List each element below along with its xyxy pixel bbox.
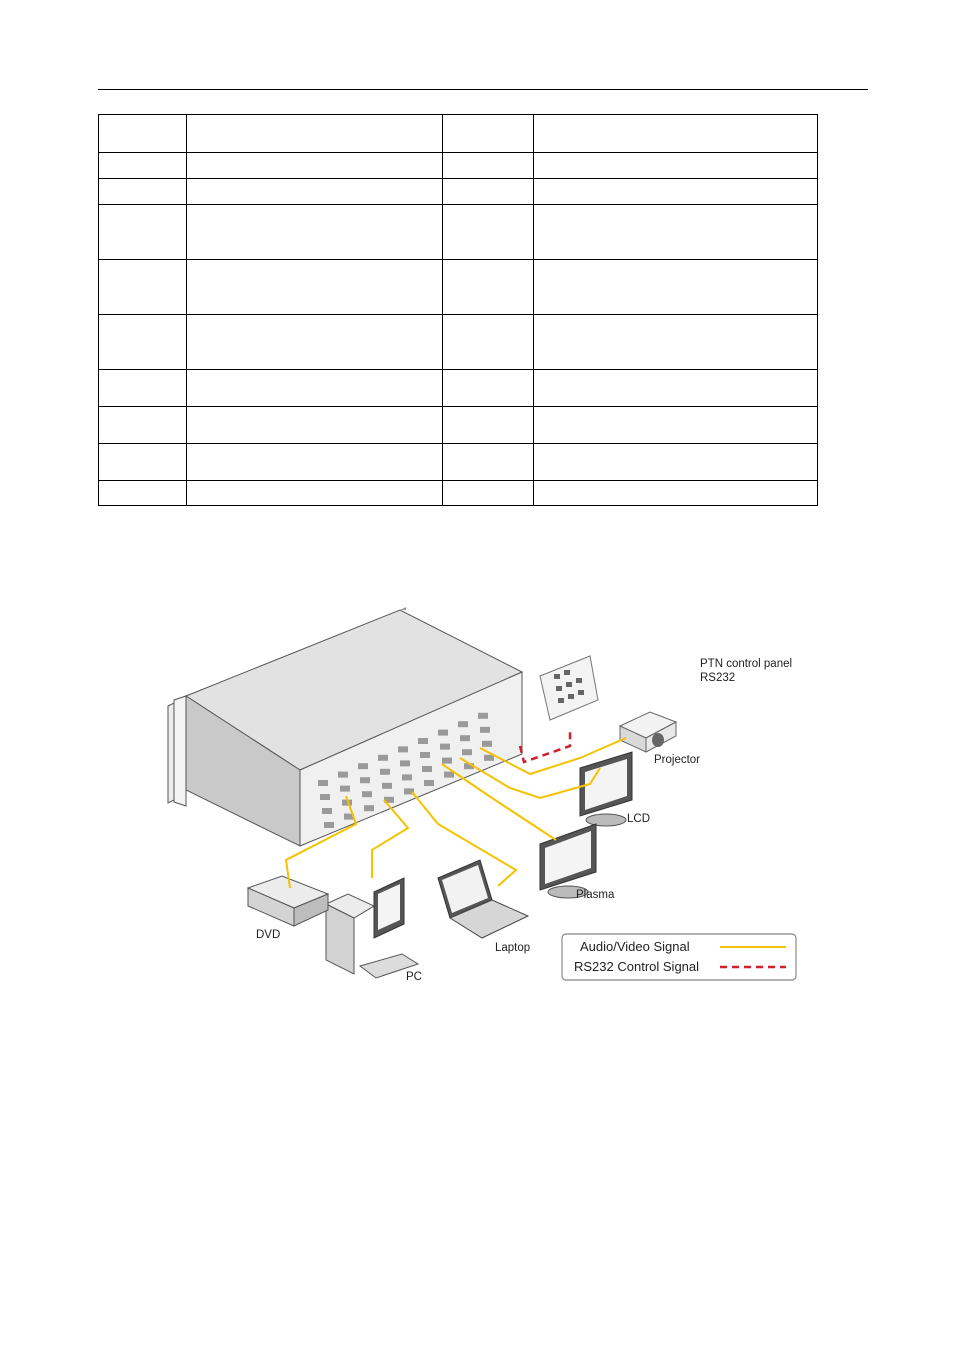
table-cell bbox=[187, 205, 443, 260]
table-cell bbox=[99, 444, 187, 481]
port bbox=[442, 758, 452, 764]
table-cell bbox=[99, 370, 187, 407]
table-cell bbox=[187, 153, 443, 179]
port bbox=[460, 735, 470, 741]
port bbox=[444, 772, 454, 778]
port bbox=[482, 741, 492, 747]
legend bbox=[562, 934, 796, 980]
rs232-signal-line bbox=[520, 732, 570, 762]
port bbox=[320, 794, 330, 800]
pc bbox=[326, 878, 418, 978]
header-rule bbox=[98, 89, 868, 90]
table-row bbox=[99, 115, 818, 153]
port bbox=[358, 763, 368, 769]
port bbox=[398, 746, 408, 752]
pc-label: PC bbox=[406, 971, 422, 983]
port bbox=[364, 805, 374, 811]
table-row bbox=[99, 315, 818, 370]
port bbox=[382, 783, 392, 789]
projector-label: Projector bbox=[654, 754, 701, 766]
table-cell bbox=[443, 115, 534, 153]
table-cell bbox=[443, 153, 534, 179]
port bbox=[322, 808, 332, 814]
port bbox=[484, 755, 494, 761]
table-row bbox=[99, 481, 818, 506]
matrix-switcher bbox=[168, 607, 522, 846]
port bbox=[462, 749, 472, 755]
table-cell bbox=[443, 481, 534, 506]
table-cell bbox=[443, 407, 534, 444]
port bbox=[378, 755, 388, 761]
port bbox=[338, 772, 348, 778]
table-cell bbox=[187, 481, 443, 506]
table-cell bbox=[443, 315, 534, 370]
table-cell bbox=[443, 205, 534, 260]
lcd-label: LCD bbox=[627, 813, 651, 825]
table-cell bbox=[534, 179, 818, 205]
legend-av-label: Audio/Video Signal bbox=[580, 939, 690, 954]
table-cell bbox=[187, 179, 443, 205]
table-row bbox=[99, 407, 818, 444]
table-cell bbox=[187, 444, 443, 481]
port bbox=[324, 822, 334, 828]
table-row bbox=[99, 260, 818, 315]
table-cell bbox=[534, 153, 818, 179]
table-cell bbox=[99, 115, 187, 153]
table-cell bbox=[187, 260, 443, 315]
port bbox=[400, 760, 410, 766]
ptn-control-panel bbox=[540, 656, 598, 720]
table-row bbox=[99, 444, 818, 481]
laptop-label: Laptop bbox=[495, 942, 531, 954]
table-cell bbox=[99, 407, 187, 444]
table-cell bbox=[99, 481, 187, 506]
table-cell bbox=[99, 153, 187, 179]
av-signal-line bbox=[442, 764, 556, 840]
table-cell bbox=[534, 481, 818, 506]
rs232-label: RS232 bbox=[700, 672, 736, 684]
table-row bbox=[99, 370, 818, 407]
table-cell bbox=[443, 179, 534, 205]
dvd-label: DVD bbox=[256, 929, 281, 941]
port bbox=[438, 730, 448, 736]
port bbox=[380, 769, 390, 775]
table-cell bbox=[99, 205, 187, 260]
port bbox=[424, 780, 434, 786]
table-cell bbox=[443, 260, 534, 315]
port bbox=[402, 774, 412, 780]
table-cell bbox=[534, 260, 818, 315]
port bbox=[362, 791, 372, 797]
table-cell bbox=[534, 370, 818, 407]
ptn-panel-label: PTN control panel bbox=[700, 658, 793, 670]
table-cell bbox=[187, 115, 443, 153]
spec-table bbox=[98, 114, 818, 506]
port bbox=[458, 721, 468, 727]
legend-rs232-label: RS232 Control Signal bbox=[574, 959, 700, 974]
table-cell bbox=[443, 370, 534, 407]
table-cell bbox=[187, 407, 443, 444]
table-cell bbox=[187, 370, 443, 407]
port bbox=[318, 780, 328, 786]
table-cell bbox=[187, 315, 443, 370]
table-cell bbox=[534, 444, 818, 481]
port bbox=[420, 752, 430, 758]
dvd-player bbox=[248, 876, 328, 926]
projector bbox=[620, 712, 676, 752]
table-cell bbox=[99, 179, 187, 205]
port bbox=[480, 727, 490, 733]
connection-diagram bbox=[150, 588, 810, 988]
port bbox=[340, 786, 350, 792]
table-cell bbox=[99, 315, 187, 370]
port bbox=[440, 744, 450, 750]
table-row bbox=[99, 153, 818, 179]
plasma-label: Plasma bbox=[576, 889, 615, 901]
port bbox=[478, 713, 488, 719]
port bbox=[418, 738, 428, 744]
table-cell bbox=[534, 205, 818, 260]
port bbox=[422, 766, 432, 772]
table-cell bbox=[534, 315, 818, 370]
table-cell bbox=[534, 115, 818, 153]
table-row bbox=[99, 179, 818, 205]
lcd-monitor bbox=[580, 752, 632, 826]
table-cell bbox=[443, 444, 534, 481]
table-row bbox=[99, 205, 818, 260]
table-cell bbox=[534, 407, 818, 444]
table-cell bbox=[99, 260, 187, 315]
port bbox=[360, 777, 370, 783]
